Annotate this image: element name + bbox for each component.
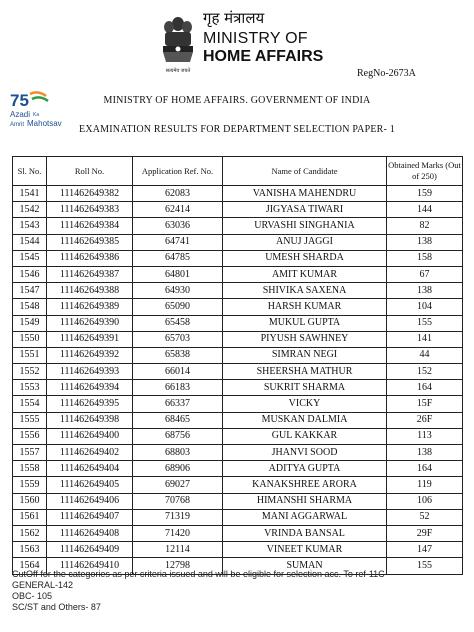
document-subheading: EXAMINATION RESULTS FOR DEPARTMENT SELECTION PAPER- 1: [79, 124, 395, 135]
cell-application-ref: 68803: [133, 445, 223, 461]
cell-marks: 52: [387, 509, 463, 525]
table-row: [13, 364, 463, 380]
cell-candidate-name: VICKY: [223, 396, 387, 412]
cell-roll-no: 111462649395: [47, 396, 133, 412]
cell-roll-no: 111462649407: [47, 509, 133, 525]
cell-sl-no: 1558: [13, 461, 47, 477]
cell-sl-no: 1551: [13, 347, 47, 363]
cell-roll-no: 111462649394: [47, 380, 133, 396]
table-row: [13, 493, 463, 509]
cell-roll-no: 111462649387: [47, 266, 133, 282]
cell-marks: 106: [387, 493, 463, 509]
cell-application-ref: 65458: [133, 315, 223, 331]
cell-marks: 141: [387, 331, 463, 347]
cell-roll-no: 111462649391: [47, 331, 133, 347]
ministry-of-label: MINISTRY OF: [203, 30, 308, 47]
azadi-logo-75: 75: [10, 91, 29, 110]
cell-candidate-name: AMIT KUMAR: [223, 266, 387, 282]
cell-candidate-name: SHIVIKA SAXENA: [223, 283, 387, 299]
results-table: [12, 156, 463, 575]
cell-sl-no: 1543: [13, 218, 47, 234]
cell-marks: 104: [387, 299, 463, 315]
cell-application-ref: 12798: [133, 558, 223, 574]
cell-application-ref: 69027: [133, 477, 223, 493]
cell-marks: 159: [387, 186, 463, 202]
cutoff-category-line: SC/ST and Others- 87: [12, 602, 101, 612]
document-heading: MINISTRY OF HOME AFFAIRS. GOVERNMENT OF INDIA: [103, 95, 371, 106]
cell-candidate-name: MANI AGGARWAL: [223, 509, 387, 525]
table-row: [13, 250, 463, 266]
azadi-logo-mahotsav: Mahotsav: [27, 119, 62, 128]
cell-application-ref: 66014: [133, 364, 223, 380]
cell-candidate-name: SHEERSHA MATHUR: [223, 364, 387, 380]
cell-sl-no: 1556: [13, 428, 47, 444]
cell-candidate-name: PIYUSH SAWHNEY: [223, 331, 387, 347]
cell-application-ref: 66337: [133, 396, 223, 412]
cell-candidate-name: JIGYASA TIWARI: [223, 202, 387, 218]
cell-marks: 67: [387, 266, 463, 282]
cell-roll-no: 111462649398: [47, 412, 133, 428]
cell-sl-no: 1552: [13, 364, 47, 380]
table-row: [13, 218, 463, 234]
table-row: [13, 542, 463, 558]
cell-roll-no: 111462649405: [47, 477, 133, 493]
table-row: [13, 445, 463, 461]
cutoff-category-line: GENERAL-142: [12, 580, 74, 590]
cell-sl-no: 1545: [13, 250, 47, 266]
cell-sl-no: 1557: [13, 445, 47, 461]
cell-roll-no: 111462649386: [47, 250, 133, 266]
cell-marks: 155: [387, 315, 463, 331]
table-row: [13, 461, 463, 477]
column-header-application-ref: Application Ref. No.: [133, 157, 223, 186]
table-row: [13, 315, 463, 331]
table-row: [13, 428, 463, 444]
column-header-sl-no: Sl. No.: [13, 157, 47, 186]
cell-sl-no: 1549: [13, 315, 47, 331]
table-row: [13, 396, 463, 412]
cell-marks: 158: [387, 250, 463, 266]
cell-sl-no: 1560: [13, 493, 47, 509]
emblem-motto: सत्यमेव जयते: [165, 68, 191, 74]
cell-candidate-name: JHANVI SOOD: [223, 445, 387, 461]
table-row: [13, 186, 463, 202]
cell-candidate-name: ANUJ JAGGI: [223, 234, 387, 250]
cell-sl-no: 1541: [13, 186, 47, 202]
cell-candidate-name: KANAKSHREE ARORA: [223, 477, 387, 493]
column-header-roll-no: Roll No.: [47, 157, 133, 186]
table-row: [13, 299, 463, 315]
cutoff-category-line: OBC- 105: [12, 591, 53, 601]
cell-roll-no: 111462649400: [47, 428, 133, 444]
cell-application-ref: 65838: [133, 347, 223, 363]
cell-candidate-name: ADITYA GUPTA: [223, 461, 387, 477]
cell-marks: 152: [387, 364, 463, 380]
cell-marks: 138: [387, 283, 463, 299]
cell-sl-no: 1554: [13, 396, 47, 412]
cell-application-ref: 68465: [133, 412, 223, 428]
cell-marks: 138: [387, 445, 463, 461]
cell-candidate-name: SUKRIT SHARMA: [223, 380, 387, 396]
cell-application-ref: 68756: [133, 428, 223, 444]
cell-candidate-name: SUMAN: [223, 558, 387, 574]
ministry-name-hindi: गृह मंत्रालय: [203, 9, 265, 27]
cell-marks: 144: [387, 202, 463, 218]
cell-application-ref: 64801: [133, 266, 223, 282]
cell-marks: 44: [387, 347, 463, 363]
cell-roll-no: 111462649388: [47, 283, 133, 299]
cell-roll-no: 111462649408: [47, 525, 133, 541]
cell-candidate-name: VINEET KUMAR: [223, 542, 387, 558]
cell-application-ref: 71420: [133, 525, 223, 541]
column-header-candidate-name: Name of Candidate: [223, 157, 387, 186]
cell-candidate-name: HARSH KUMAR: [223, 299, 387, 315]
national-emblem-icon: [156, 14, 200, 76]
cell-marks: 26F: [387, 412, 463, 428]
table-row: [13, 202, 463, 218]
azadi-logo-azadi: Azadi: [10, 110, 31, 119]
cell-sl-no: 1544: [13, 234, 47, 250]
cell-candidate-name: MUSKAN DALMIA: [223, 412, 387, 428]
azadi-logo-amrit: Amrit: [10, 122, 24, 128]
cell-marks: 119: [387, 477, 463, 493]
home-affairs-label: HOME AFFAIRS: [203, 48, 324, 65]
cell-application-ref: 65703: [133, 331, 223, 347]
cell-application-ref: 62083: [133, 186, 223, 202]
cell-marks: 155: [387, 558, 463, 574]
cell-roll-no: 111462649385: [47, 234, 133, 250]
cell-sl-no: 1559: [13, 477, 47, 493]
table-header-row: [13, 157, 463, 186]
cell-candidate-name: UMESH SHARDA: [223, 250, 387, 266]
table-row: [13, 234, 463, 250]
cutoff-note: CutOff for the categories as per criteria issued and will be eligible for selection acc. To ref-11C: [12, 569, 385, 579]
cell-application-ref: 65090: [133, 299, 223, 315]
table-row: [13, 412, 463, 428]
cell-sl-no: 1547: [13, 283, 47, 299]
cell-candidate-name: GUL KAKKAR: [223, 428, 387, 444]
cell-candidate-name: URVASHI SINGHANIA: [223, 218, 387, 234]
cell-application-ref: 64785: [133, 250, 223, 266]
table-row: [13, 525, 463, 541]
cell-marks: 164: [387, 380, 463, 396]
registration-number: RegNo-2673A: [357, 68, 416, 79]
cell-roll-no: 111462649392: [47, 347, 133, 363]
table-row: [13, 347, 463, 363]
results-table-body: [13, 186, 463, 575]
table-row: [13, 380, 463, 396]
cell-sl-no: 1563: [13, 542, 47, 558]
cell-roll-no: 111462649402: [47, 445, 133, 461]
cell-sl-no: 1562: [13, 525, 47, 541]
cell-marks: 164: [387, 461, 463, 477]
cell-sl-no: 1548: [13, 299, 47, 315]
cell-roll-no: 111462649382: [47, 186, 133, 202]
table-row: [13, 477, 463, 493]
cell-marks: 113: [387, 428, 463, 444]
cell-roll-no: 111462649384: [47, 218, 133, 234]
azadi-logo-ka: Ka: [33, 112, 40, 118]
cell-application-ref: 62414: [133, 202, 223, 218]
cell-candidate-name: SIMRAN NEGI: [223, 347, 387, 363]
cell-application-ref: 66183: [133, 380, 223, 396]
cell-roll-no: 111462649409: [47, 542, 133, 558]
table-row: [13, 509, 463, 525]
cell-roll-no: 111462649404: [47, 461, 133, 477]
cell-sl-no: 1553: [13, 380, 47, 396]
cell-sl-no: 1561: [13, 509, 47, 525]
cell-marks: 15F: [387, 396, 463, 412]
cell-roll-no: 111462649383: [47, 202, 133, 218]
cell-application-ref: 70768: [133, 493, 223, 509]
cell-roll-no: 111462649389: [47, 299, 133, 315]
cell-roll-no: 111462649406: [47, 493, 133, 509]
cell-marks: 29F: [387, 525, 463, 541]
cell-application-ref: 64930: [133, 283, 223, 299]
cell-sl-no: 1555: [13, 412, 47, 428]
cell-marks: 82: [387, 218, 463, 234]
cell-sl-no: 1546: [13, 266, 47, 282]
cell-sl-no: 1550: [13, 331, 47, 347]
cell-sl-no: 1542: [13, 202, 47, 218]
cell-candidate-name: VRINDA BANSAL: [223, 525, 387, 541]
cell-marks: 138: [387, 234, 463, 250]
cell-application-ref: 64741: [133, 234, 223, 250]
column-header-marks: Obtained Marks (Out of 250): [387, 157, 463, 186]
cell-marks: 147: [387, 542, 463, 558]
cell-application-ref: 63036: [133, 218, 223, 234]
cell-candidate-name: HIMANSHI SHARMA: [223, 493, 387, 509]
cell-application-ref: 68906: [133, 461, 223, 477]
cell-roll-no: 111462649393: [47, 364, 133, 380]
cell-roll-no: 111462649390: [47, 315, 133, 331]
cell-sl-no: 1564: [13, 558, 47, 574]
cell-application-ref: 71319: [133, 509, 223, 525]
cell-candidate-name: VANISHA MAHENDRU: [223, 186, 387, 202]
cell-application-ref: 12114: [133, 542, 223, 558]
cell-candidate-name: MUKUL GUPTA: [223, 315, 387, 331]
table-row: [13, 283, 463, 299]
table-row: [13, 331, 463, 347]
cell-roll-no: 111462649410: [47, 558, 133, 574]
table-row: [13, 266, 463, 282]
